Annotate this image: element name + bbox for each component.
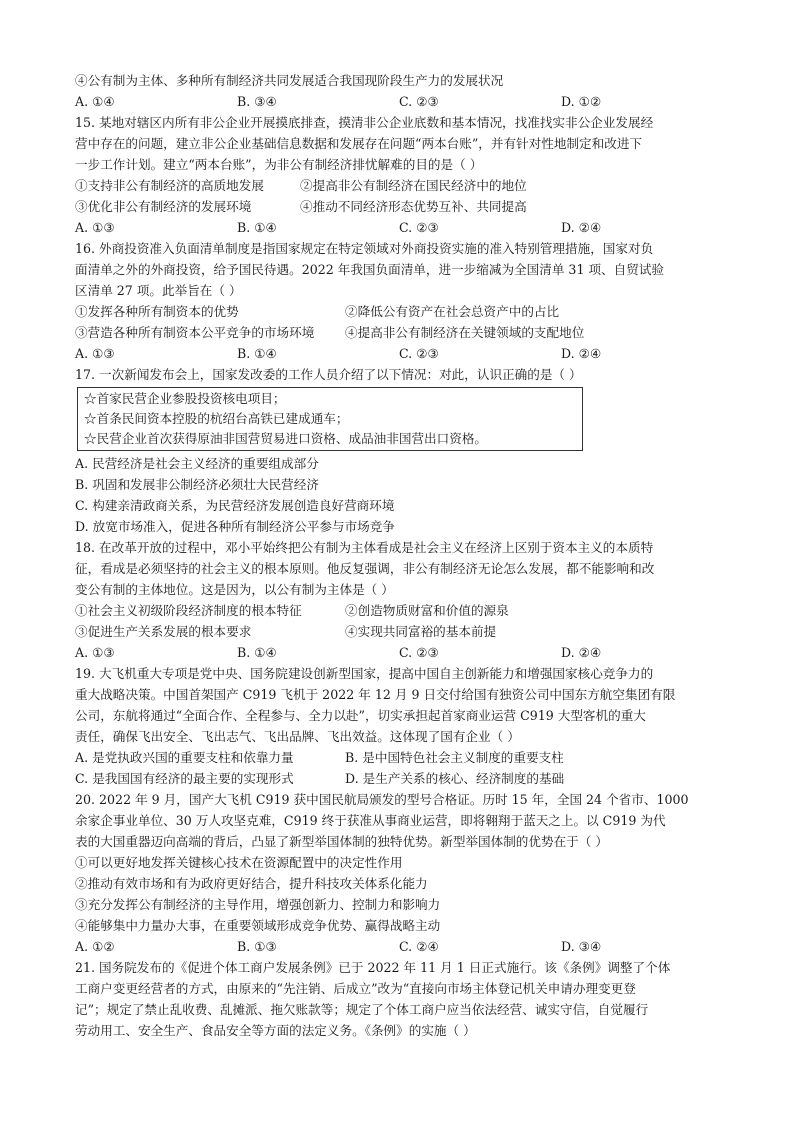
- q15-choices-row: [75, 196, 725, 217]
- question-15: [75, 112, 725, 238]
- q21-stem-line: 21. 国务院发布的《促进个体工商户发展条例》已于 2022 年 11 月 1 日正式施行。该《条例》调整了个体: [75, 960, 671, 975]
- q16-options: [75, 343, 725, 364]
- q20-choice-4: ④能够集中力量办大事，在重要领域形成竞争优势、赢得战略主动: [75, 918, 441, 933]
- q17-option-b[interactable]: B. 巩固和发展非公制经济必须壮大民营经济: [75, 477, 319, 492]
- q18-choices-row: [75, 600, 725, 621]
- q20-stem-line: 余家企事业单位、30 万人攻坚克难，C919 终于获准从事商业运营，即将翱翔于蓝天之上。以 C919 为代: [75, 813, 666, 828]
- question-16: [75, 238, 725, 364]
- q15-option-a[interactable]: A. ①③: [75, 220, 115, 235]
- q17-option-c[interactable]: C. 构建亲清政商关系，为民营经济发展创造良好营商环境: [75, 498, 395, 513]
- q14-option-a[interactable]: A. ①④: [75, 94, 115, 109]
- q20-choice-1: ①可以更好地发挥关键核心技术在资源配置中的决定性作用: [75, 855, 403, 870]
- question-18: [75, 537, 725, 663]
- q19-options-row: [75, 768, 725, 789]
- q15-stem-line: 营中存在的问题，建立非公企业基础信息数据和发展存在问题“两本台账”，并有针对性地制定和改进下: [75, 136, 643, 151]
- q16-option-d[interactable]: D. ②④: [561, 346, 602, 361]
- q20-choice-3: ③充分发挥公有制经济的主导作用，增强创新力、控制力和影响力: [75, 897, 441, 912]
- q20-options: [75, 936, 725, 957]
- q18-option-d[interactable]: D. ②④: [561, 645, 602, 660]
- q18-stem-line: 征，看成是必须坚持的社会主义的根本原则。他反复强调，非公有制经济无论怎么发展，都不能影响和改: [75, 561, 655, 576]
- q17-material-item: ☆首条民间资本控股的杭绍台高铁已建成通车；: [84, 411, 349, 426]
- q18-choices-row: [75, 621, 725, 642]
- q17-material-item: ☆首家民营企业参股投资核电项目；: [84, 391, 286, 406]
- q21-stem-line: 记”；规定了禁止乱收费、乱摊派、拖欠账款等；规定了个体工商户应当依法经营、诚实守信，自觉履行: [75, 1002, 649, 1017]
- q17-stem-line: 17. 一次新闻发布会上，国家发改委的工作人员介绍了以下情况：对此，认识正确的是（ ）: [75, 367, 582, 382]
- q18-options: [75, 642, 725, 663]
- q20-stem-line: 20. 2022 年 9 月，国产大飞机 C919 获中国民航局颁发的型号合格证。历时 15 年，全国 24 个省市、1000: [75, 792, 689, 807]
- q20-option-b[interactable]: B. ①③: [237, 939, 277, 954]
- q14-choice-4: ④公有制为主体、多种所有制经济共同发展适合我国现阶段生产力的发展状况: [75, 73, 504, 88]
- q20-option-d[interactable]: D. ③④: [561, 939, 602, 954]
- q15-option-b[interactable]: B. ①④: [237, 220, 277, 235]
- q20-option-c[interactable]: C. ②④: [399, 939, 439, 954]
- q14-option-c[interactable]: C. ②③: [399, 94, 439, 109]
- q18-choice-1: ①社会主义初级阶段经济制度的根本特征: [75, 603, 302, 618]
- q19-option-d[interactable]: D. 是生产关系的核心、经济制度的基础: [345, 771, 565, 786]
- question-21: [75, 957, 725, 1041]
- question-17: [75, 364, 725, 537]
- q18-stem-line: 变公有制的主体地位。这是因为，以公有制为主体是（ ）: [75, 582, 394, 597]
- q17-material-item: ☆民营企业首次获得原油非国营贸易进口资格、成品油非国营出口资格。: [84, 431, 487, 446]
- q20-choice-2: ②推动有效市场和有为政府更好结合，提升科技攻关体系化能力: [75, 876, 428, 891]
- q15-stem-line: 一步工作计划。建立“两本台账”，为非公有制经济排忧解难的目的是（ ）: [75, 157, 483, 172]
- q15-choice-1: ①支持非公有制经济的高质地发展: [75, 178, 264, 193]
- q16-stem-line: 面清单之外的外商投资，给予国民待遇。2022 年我国负面清单，进一步缩减为全国清单 31 项、自贸试验: [75, 262, 665, 277]
- q15-option-d[interactable]: D. ②④: [561, 220, 602, 235]
- q15-stem-line: 15. 某地对辖区内所有非公企业开展摸底排查，摸清非公企业底数和基本情况，找准找实非公企业发展经: [75, 115, 654, 130]
- q19-option-c[interactable]: C. 是我国国有经济的最主要的实现形式: [75, 771, 294, 786]
- q18-option-c[interactable]: C. ②③: [399, 645, 439, 660]
- q16-choices-row: [75, 301, 725, 322]
- q15-choices-row: [75, 175, 725, 196]
- q16-choice-2: ②降低公有资产在社会总资产中的占比: [345, 304, 560, 319]
- q21-stem-line: 工商户变更经营者的方式，由原来的“先注销、后成立”改为“直接向市场主体登记机关申请办理变更登: [75, 981, 636, 996]
- q14-option-b[interactable]: B. ③④: [237, 94, 277, 109]
- q19-options-row: [75, 747, 725, 768]
- q15-choice-4: ④推动不同经济形态优势互补、共同提高: [300, 199, 527, 214]
- q16-stem-line: 16. 外商投资准入负面清单制度是指国家规定在特定领域对外商投资实施的准入特别管理措施，国家对负: [75, 241, 654, 256]
- q19-stem-line: 19. 大飞机重大专项是党中央、国务院建设创新型国家，提高中国自主创新能力和增强国家核心竞争力的: [75, 666, 654, 681]
- question-19: [75, 663, 725, 789]
- q18-choice-2: ②创造物质财富和价值的源泉: [345, 603, 509, 618]
- q18-stem-line: 18. 在改革开放的过程中，邓小平始终把公有制为主体看成是社会主义在经济上区别于资本主义的本质特: [75, 540, 654, 555]
- q16-choice-1: ①发挥各种所有制资本的优势: [75, 304, 239, 319]
- q16-option-c[interactable]: C. ②③: [399, 346, 439, 361]
- question-20: [75, 789, 725, 957]
- q19-stem-line: 公司，东航将通过“全面合作、全程参与、全力以赴”，切实承担起首家商业运营 C919 大型客机的重大: [75, 708, 646, 723]
- q16-option-a[interactable]: A. ①③: [75, 346, 115, 361]
- exam-page: [75, 70, 725, 1041]
- q18-choice-4: ④实现共同富裕的基本前提: [345, 624, 497, 639]
- q16-choice-3: ③营造各种所有制资本公平竞争的市场环境: [75, 325, 315, 340]
- q17-option-a[interactable]: A. 民营经济是社会主义经济的重要组成部分: [75, 456, 319, 471]
- q17-material-box: [77, 387, 583, 451]
- q21-stem-line: 劳动用工、安全生产、食品安全等方面的法定义务。《条例》的实施（ ）: [75, 1023, 476, 1038]
- q16-option-b[interactable]: B. ①④: [237, 346, 277, 361]
- q15-option-c[interactable]: C. ②③: [399, 220, 439, 235]
- q14-options: [75, 91, 725, 112]
- q15-choice-3: ③优化非公有制经济的发展环境: [75, 199, 252, 214]
- q18-option-a[interactable]: A. ①③: [75, 645, 115, 660]
- q14-option-d[interactable]: D. ①②: [561, 94, 602, 109]
- q16-choice-4: ④提高非公有制经济在关键领域的支配地位: [345, 325, 585, 340]
- q19-stem-line: 重大战略决策。中国首架国产 C919 飞机于 2022 年 12 月 9 日交付给国有独资公司中国东方航空集团有限: [75, 687, 676, 702]
- q16-stem-line: 区清单 27 项。此举旨在（ ）: [75, 283, 242, 298]
- q18-choice-3: ③促进生产关系发展的根本要求: [75, 624, 252, 639]
- q19-option-a[interactable]: A. 是党执政兴国的重要支柱和依靠力量: [75, 750, 294, 765]
- q19-stem-line: 责任，确保飞出安全、飞出志气、飞出品牌、飞出效益。这体现了国有企业（ ）: [75, 729, 520, 744]
- q20-option-a[interactable]: A. ①②: [75, 939, 115, 954]
- q19-option-b[interactable]: B. 是中国特色社会主义制度的重要支柱: [345, 750, 564, 765]
- q15-options: [75, 217, 725, 238]
- q15-choice-2: ②提高非公有制经济在国民经济中的地位: [300, 178, 527, 193]
- q16-choices-row: [75, 322, 725, 343]
- q17-option-d[interactable]: D. 放宽市场准入，促进各种所有制经济公平参与市场竞争: [75, 519, 395, 534]
- q20-stem-line: 表的大国重器迈向高端的背后，凸显了新型举国体制的独特优势。新型举国体制的优势在于（ ）: [75, 834, 608, 849]
- q18-option-b[interactable]: B. ①④: [237, 645, 277, 660]
